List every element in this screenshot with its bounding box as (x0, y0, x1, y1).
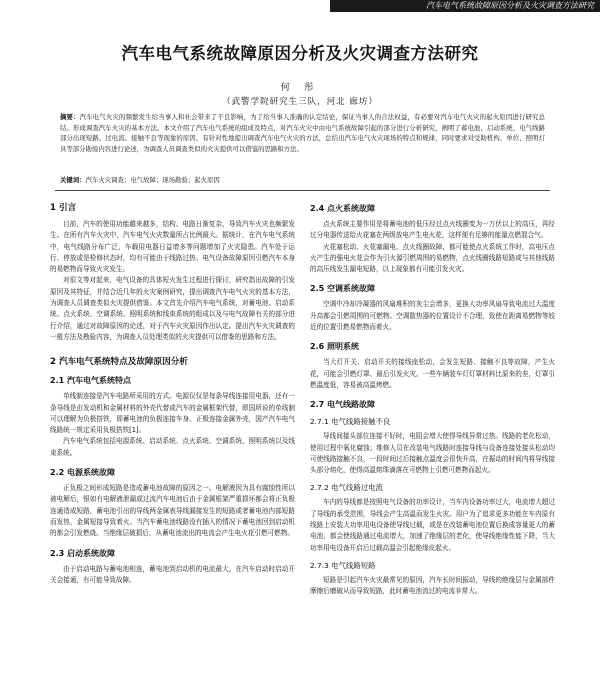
running-header: 汽车电气系统故障原因分析及火灾调查方法研究 (330, 0, 600, 12)
section-heading: 2.1 汽车电气系统特点 (50, 376, 131, 386)
author-name: 何 彤 (280, 83, 320, 93)
body-paragraph: 空调中冷却冷凝器的风扇堆积的灰尘会增多，更换大功率风扇导致电流过大温度升高都会引燃周围的可燃物。空调散热器的位置设计不合理，致使在距离易燃物等较近的位置引燃易燃物而着火。 (310, 300, 555, 332)
body-paragraph: 当大灯开关、启动开关的接线座松动，会发生短路、接触不良等故障，产生火花，可能会引燃灯罩、最后引发火灾。一些车辆装车灯灯罩材料比原来的差，灯罩引燃温度低，容易被高温烤燃。 (310, 358, 555, 389)
section-heading: 2.5 空调系统故障 (310, 284, 375, 294)
body-paragraph: 火花塞松动、火花塞漏电、点火线圈故障，都可能使点火系统工作时，高电压点火产生的强电火花会作为引火源引燃周围的易燃物，点火线圈线路短路或与其他线路的高压线发生漏电短路，以上现象都有可能引发火灾。 (310, 242, 555, 274)
keywords-text: 汽车火灾调查；电气故障；现场勘验；起火原因 (85, 176, 220, 184)
section-heading: 2.7.1 电气线路接触不良 (310, 417, 391, 427)
body-paragraph: 车内的导线都是按照电气设备的功率设计，当车内设备功率过大，电流增大超过了导线的承受范围，导线会产生高温而发生火灾。用户为了追求更多功能在车内原有线路上安装大功率用电设备使导线过载，或是在改装蓄电池位置后换成容量更大的蓄电池，都会使线路通过电流增大，加速了绝缘层的老化，使导线绝缘性能下降，当大功率用电设备开启后过载高温会引起绝缘皮起火。 (310, 498, 555, 552)
section-divider (55, 190, 550, 191)
body-paragraph: 对很文等对起来，电气设备的具体短火发生过程进行探讨，研究指出故障的引发原因及其特征，并结合近几年的火灾案例研究，提出调查汽车电气火灾的基本方法，为调查人员调查类似火灾提供借鉴。本文首先介绍汽车电气系统，对蓄电池、启动系统、点火系统、空调系统、照明系统和线束系统的组成以及与电气故障有关的部分进行介绍，通过对故障原因的论述，对于汽车火灾原因作出认定。提出汽车火灾调查的一般方法及勘验内容，为调查人员处理类似的火灾提供可以借鉴的思路和方法。 (50, 276, 295, 341)
keywords (60, 175, 545, 185)
body-paragraph: 点火系统主要作用是将蓄电池的低压经过点火线圈变为一万伏以上的高压，再经过分电器传送给火花塞在两级放电产生电火花，这样便有足够的能量点燃混合气。 (310, 220, 555, 240)
body-paragraph: 由于启动电路与蓄电池相连，蓄电池到启动机的电流最大，在汽车启动时启动开关会接通，有可能导致故障。 (50, 564, 295, 584)
section-heading: 2.2 电源系统故障 (50, 468, 115, 478)
section-heading: 2.4 点火系统故障 (310, 204, 375, 213)
body-paragraph: 目前，汽车的使用功能越来越多，结构、电路日渐复杂，导致汽车火灾也频繁发生。在所有汽车火灾中，汽车电气火灾数量所占比例最大。据统计，在汽车电气系统中，电气线路分布广泛，车载用电器日益增多等问题增加了火灾隐患。汽车处于运行、停放或是检修状态时，均有可能由于线路过热、电气设备故障原因引燃汽车本身的易燃物而导致火灾发生。 (50, 220, 295, 274)
body-paragraph: 单线制连接是汽车电路所采用的方式。电源仅仅是每条导线连接用电器，还有一条导线是由发动机和金属材料的外壳代替或汽车的金属框架代替，即国所说的单线制可以理解为负极搭铁，即蓄电池的负极连接车身。正极连接金属外壳，国产汽车电气线路统一规定采用负极搭铁[1]。 (50, 392, 295, 435)
left-column (50, 195, 295, 679)
section-heading: 1 引言 (50, 203, 77, 213)
abstract-text: 汽车电气火灾的频繁发生给当事人和社会带来了不良影响，为了给当事人准确的认定结论，保证当事人的合法权益，有必要对汽车电气火灾的起火原因进行研究总结。形成调查汽车火灾的基本方法。本文介绍了汽车电气系统的组成及特点，对汽车火灾中由电气系统故障引起的部分进行分析研究，阐明了蓄电池、启动系统、电气线路部分出现短路、过电流、接触不良等现象的原因，有针对性地提出调查汽车电气火灾的方法，总结出汽车电气火灾现场的特点和规律，同时要求对受助机构、单位、照明灯具等部分勘验内容进行论述，为调查人员调查类似的火灾提供可以借鉴的思路和方法。 (60, 113, 545, 153)
section-heading: 2.7.2 电气线路过电流 (310, 483, 383, 493)
body-paragraph: 导线间接头部位连接不好时，电阻会增大使得导线异常过热。线路的老化松动，使用过程中氧化腐蚀；维修人员在改装电气线路时连接导线与设备连接处接头松动均可使线路接触不良，一段时间过后接触点温度会很快升高，在振动的时间内将导线接头部分熔化，使得高温熔珠滴落在可燃物上引燃可燃物而起火。 (310, 432, 555, 475)
keywords-label: 关键词： (60, 176, 86, 184)
section-heading: 2.7.3 电气线路短路 (310, 560, 376, 570)
abstract (60, 112, 545, 154)
section-heading: 2.7 电气线路故障 (310, 400, 375, 410)
abstract-label: 摘要： (60, 113, 80, 121)
body-paragraph: 正负极之间形成短路是造成蓄电池故障的原因之一。电解液因为具有腐蚀性所以被电解后，银如有电解液泄漏或过流汽车电池后由于金属框架严重损坏都会将正负极连通造成短路，蓄电池引出的导线两金属表导线漏接发生的短路或者蓄电池内部短路而发热，金属短接导致着火。当汽车蓄电池线路没有插入的情况下蓄电池回到启动机的都会引发燃烧。当绝缘层破损后，从蓄电池流出的电流会产生电火花引燃可燃物。 (50, 484, 295, 538)
body-paragraph: 短路是引起汽车火灾最常见的原因，汽车长时间振动，导线的绝缘层与金属部件摩擦后磨破从而导致短路，此时蓄电池流过的电流非常大。 (310, 575, 555, 596)
section-heading: 2.6 照明系统 (310, 342, 359, 352)
section-heading: 2.3 启动系统故障 (50, 548, 115, 558)
paper-title: 汽车电气系统故障原因分析及火灾调查方法研究 (121, 44, 479, 63)
right-column (310, 195, 555, 679)
author-affiliation: （武警学院研究生三队，河北 廊坊） (222, 97, 378, 107)
section-heading: 2 汽车电气系统特点及故障原因分析 (50, 357, 188, 368)
body-paragraph: 汽车电气系统包括电源系统、启动系统、点火系统、空调系统、照明系统以及线束系统。 (50, 437, 295, 457)
